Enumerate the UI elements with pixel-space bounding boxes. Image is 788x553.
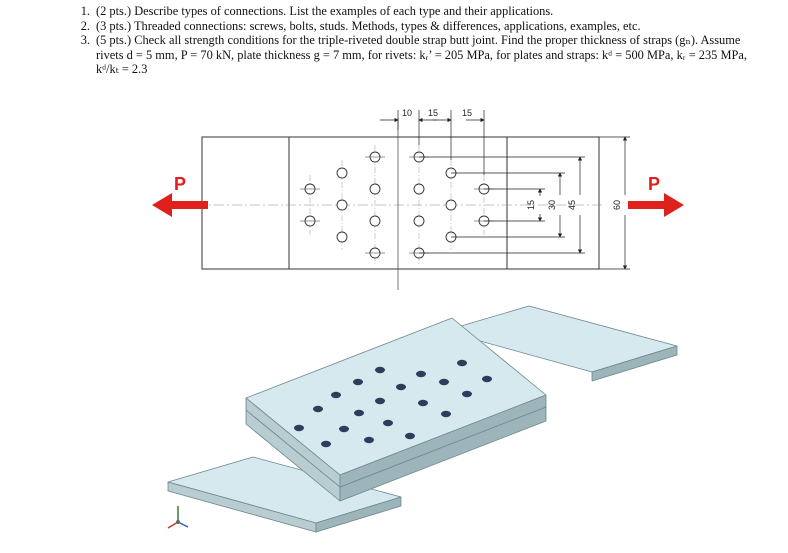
dim-top-15b: 15	[462, 108, 473, 118]
rivet-hole	[414, 216, 424, 226]
isometric-view	[168, 306, 677, 532]
rivet-hole	[370, 216, 380, 226]
question-1-text: (2 pts.) Describe types of connections. List the examples of each type and their applications.	[96, 4, 554, 18]
top-dimensions	[380, 110, 484, 175]
question-3-text: (5 pts.) Check all strength conditions for the triple-riveted double strap butt joint. Find the proper thickness of straps (gₙ). Assume rivets d = 5 mm, P = 70 kN, plate thickness g = 7 mm, for rivets: kᵣ’ = 205 MPa, for plates and straps: kᵈ = 500 MPa, kᵣ = 235 MPa, kᵈ/kₜ = 2.3	[96, 33, 747, 77]
right-load-label: P	[648, 174, 661, 194]
left-load-label: P	[174, 174, 187, 194]
dim-right-30: 30	[547, 199, 557, 210]
question-1-number: 1.	[80, 4, 90, 18]
dim-right-45: 45	[567, 199, 577, 210]
rivet-hole	[414, 184, 424, 194]
question-3-number: 3.	[80, 33, 90, 48]
rivet-hole	[337, 232, 347, 242]
question-2-text: (3 pts.) Threaded connections: screws, bolts, studs. Methods, types & differences, applications, examples, etc.	[96, 18, 641, 33]
dim-right-60: 60	[612, 199, 622, 210]
left-load-arrow	[152, 193, 208, 217]
right-load-arrow	[628, 193, 684, 217]
rivet-hole	[337, 168, 347, 178]
rivet-hole	[370, 184, 380, 194]
schematic-view	[152, 108, 684, 290]
question-2-number: 2.	[80, 18, 90, 33]
dim-right-15: 15	[526, 199, 536, 210]
rivet-hole	[337, 200, 347, 210]
rivet-hole	[446, 200, 456, 210]
dim-top-15a: 15	[428, 108, 439, 118]
dim-top-10: 10	[402, 108, 413, 118]
axis-triad-icon	[168, 506, 188, 528]
